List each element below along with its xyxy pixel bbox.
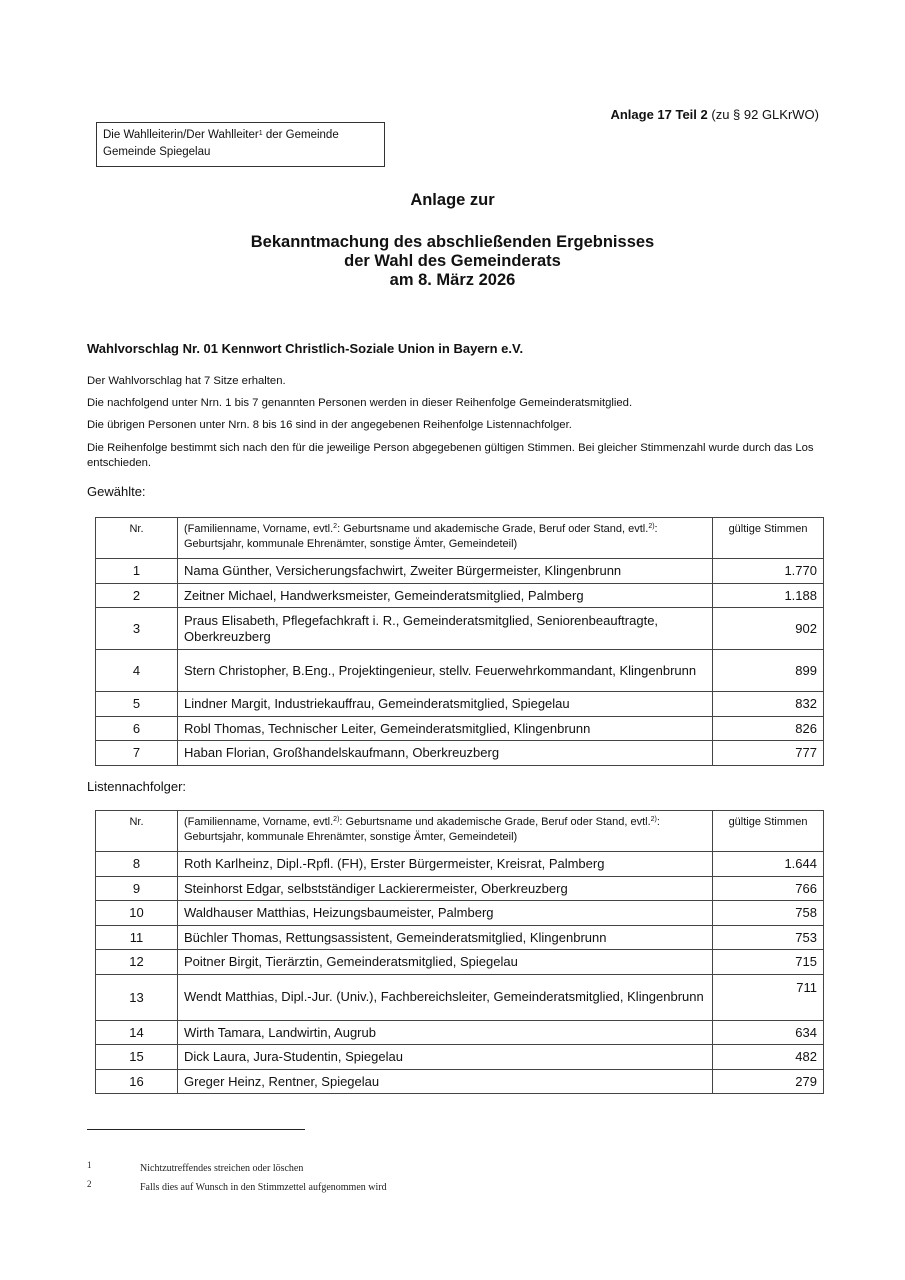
table-row (96, 974, 824, 1020)
cell-votes: 832 (713, 692, 824, 717)
footnote-ref-1: 1 (258, 130, 263, 137)
footnote-text: Falls dies auf Wunsch in den Stimmzettel aufgenommen wird (140, 1182, 387, 1193)
cell-nr: 16 (96, 1069, 178, 1094)
cell-description: Praus Elisabeth, Pflegefachkraft i. R., Gemeinderatsmitglied, Seniorenbeauftragte, Oberkreuzberg (178, 608, 713, 650)
cell-description: Wirth Tamara, Landwirtin, Augrub (178, 1020, 713, 1045)
cell-description: Zeitner Michael, Handwerksmeister, Gemeinderatsmitglied, Palmberg (178, 583, 713, 608)
table-row (96, 1020, 824, 1045)
election-date: am 8. März 2026 (389, 271, 516, 289)
cell-votes: 1.644 (713, 852, 824, 877)
table-row (96, 876, 824, 901)
table-header-row (96, 518, 824, 559)
cell-description: Wendt Matthias, Dipl.-Jur. (Univ.), Fachbereichsleiter, Gemeinderatsmitglied, Klingenbrunn (178, 974, 713, 1020)
authority-line-1: Die Wahlleiterin/Der Wahlleiter$^1$ der Gemeinde (103, 129, 339, 141)
header-votes: gültige Stimmen (713, 811, 824, 852)
cell-nr: 1 (96, 559, 178, 584)
footnote-number: 1 (87, 1160, 92, 1170)
cell-description: Dick Laura, Jura-Studentin, Spiegelau (178, 1045, 713, 1070)
cell-nr: 10 (96, 901, 178, 926)
table-row (96, 925, 824, 950)
table-row (96, 1045, 824, 1070)
cell-votes: 758 (713, 901, 824, 926)
cell-votes: 482 (713, 1045, 824, 1070)
table-row (96, 901, 824, 926)
cell-description: Robl Thomas, Technischer Leiter, Gemeinderatsmitglied, Klingenbrunn (178, 716, 713, 741)
cell-nr: 9 (96, 876, 178, 901)
paragraph-ordering: Die Reihenfolge bestimmt sich nach den für die jeweilige Person abgegebenen gültigen Stimmen. Bei gleicher Stimmenzahl wurde durch das Los entschieden. (87, 442, 814, 469)
table-row (96, 650, 824, 692)
paragraph-successors: Die übrigen Personen unter Nrn. 8 bis 16 sind in der angegebenen Reihenfolge Listennachfolger. (87, 419, 572, 431)
cell-description: Poitner Birgit, Tierärztin, Gemeinderatsmitglied, Spiegelau (178, 950, 713, 975)
page-title-annex: Anlage zur (410, 191, 495, 209)
footnote-separator (87, 1129, 305, 1130)
table-row (96, 608, 824, 650)
cell-votes: 826 (713, 716, 824, 741)
cell-description: Nama Günther, Versicherungsfachwirt, Zweiter Bürgermeister, Klingenbrunn (178, 559, 713, 584)
annex-reference (610, 107, 819, 122)
cell-nr: 11 (96, 925, 178, 950)
table-row (96, 950, 824, 975)
cell-votes: 711 (713, 974, 824, 1020)
table-row (96, 583, 824, 608)
cell-nr: 14 (96, 1020, 178, 1045)
header-description: (Familienname, Vorname, evtl.$^{2)}$: Geburtsname und akademische Grade, Beruf oder Stand, evtl.$^{2)}$: Geburtsjahr, kommunale Ehrenämter, sonstige Ämter, Gemeindeteil) (178, 811, 713, 852)
cell-votes: 902 (713, 608, 824, 650)
paragraph-seats: Der Wahlvorschlag hat 7 Sitze erhalten. (87, 375, 286, 387)
cell-votes: 1.188 (713, 583, 824, 608)
successors-label: Listennachfolger: (87, 779, 187, 794)
cell-votes: 279 (713, 1069, 824, 1094)
cell-nr: 15 (96, 1045, 178, 1070)
proposal-heading: Wahlvorschlag Nr. 01 Kennwort Christlich-Soziale Union in Bayern e.V. (87, 341, 524, 356)
cell-nr: 12 (96, 950, 178, 975)
cell-votes: 715 (713, 950, 824, 975)
header-nr: Nr. (96, 811, 178, 852)
footnote-number: 2 (87, 1179, 92, 1189)
cell-votes: 766 (713, 876, 824, 901)
header-votes: gültige Stimmen (713, 518, 824, 559)
cell-description: Steinhorst Edgar, selbstständiger Lackierermeister, Oberkreuzberg (178, 876, 713, 901)
cell-nr: 2 (96, 583, 178, 608)
cell-description: Stern Christopher, B.Eng., Projektingenieur, stellv. Feuerwehrkommandant, Klingenbrunn (178, 650, 713, 692)
cell-nr: 7 (96, 741, 178, 766)
elected-label: Gewählte: (87, 484, 146, 499)
cell-votes: 1.770 (713, 559, 824, 584)
table-header-row (96, 811, 824, 852)
table-row (96, 692, 824, 717)
page-title: Bekanntmachung des abschließenden Ergebnisses der Wahl des Gemeinderats am 8. März 2026 (0, 233, 905, 290)
cell-nr: 13 (96, 974, 178, 1020)
header-description: (Familienname, Vorname, evtl.$^2$: Geburtsname und akademische Grade, Beruf oder Stand, evtl.$^{2)}$: Geburtsjahr, kommunale Ehrenämter, sonstige Ämter, Gemeindeteil) (178, 518, 713, 559)
cell-votes: 753 (713, 925, 824, 950)
cell-nr: 5 (96, 692, 178, 717)
cell-description: Roth Karlheinz, Dipl.-Rpfl. (FH), Erster Bürgermeister, Kreisrat, Palmberg (178, 852, 713, 877)
cell-description: Greger Heinz, Rentner, Spiegelau (178, 1069, 713, 1094)
header-nr: Nr. (96, 518, 178, 559)
cell-nr: 6 (96, 716, 178, 741)
cell-nr: 8 (96, 852, 178, 877)
successors-table (95, 810, 824, 1094)
authority-line-2: Gemeinde Spiegelau (103, 146, 211, 158)
cell-description: Waldhauser Matthias, Heizungsbaumeister, Palmberg (178, 901, 713, 926)
cell-votes: 634 (713, 1020, 824, 1045)
annex-number: Anlage 17 Teil 2 (610, 107, 708, 122)
table-row (96, 559, 824, 584)
table-row (96, 852, 824, 877)
paragraph-elected: Die nachfolgend unter Nrn. 1 bis 7 genannten Personen werden in dieser Reihenfolge Gemeinderatsmitglied. (87, 397, 633, 409)
table-row (96, 741, 824, 766)
table-row (96, 716, 824, 741)
elected-table (95, 517, 824, 766)
footnote-text: Nichtzutreffendes streichen oder löschen (140, 1163, 304, 1174)
table-row (96, 1069, 824, 1094)
cell-nr: 3 (96, 608, 178, 650)
cell-description: Lindner Margit, Industriekauffrau, Gemeinderatsmitglied, Spiegelau (178, 692, 713, 717)
cell-nr: 4 (96, 650, 178, 692)
cell-votes: 899 (713, 650, 824, 692)
annex-legal-basis: (zu § 92 GLKrWO) (707, 107, 819, 122)
cell-description: Büchler Thomas, Rettungsassistent, Gemeinderatsmitglied, Klingenbrunn (178, 925, 713, 950)
cell-description: Haban Florian, Großhandelskaufmann, Oberkreuzberg (178, 741, 713, 766)
election-authority-box (96, 122, 385, 167)
cell-votes: 777 (713, 741, 824, 766)
